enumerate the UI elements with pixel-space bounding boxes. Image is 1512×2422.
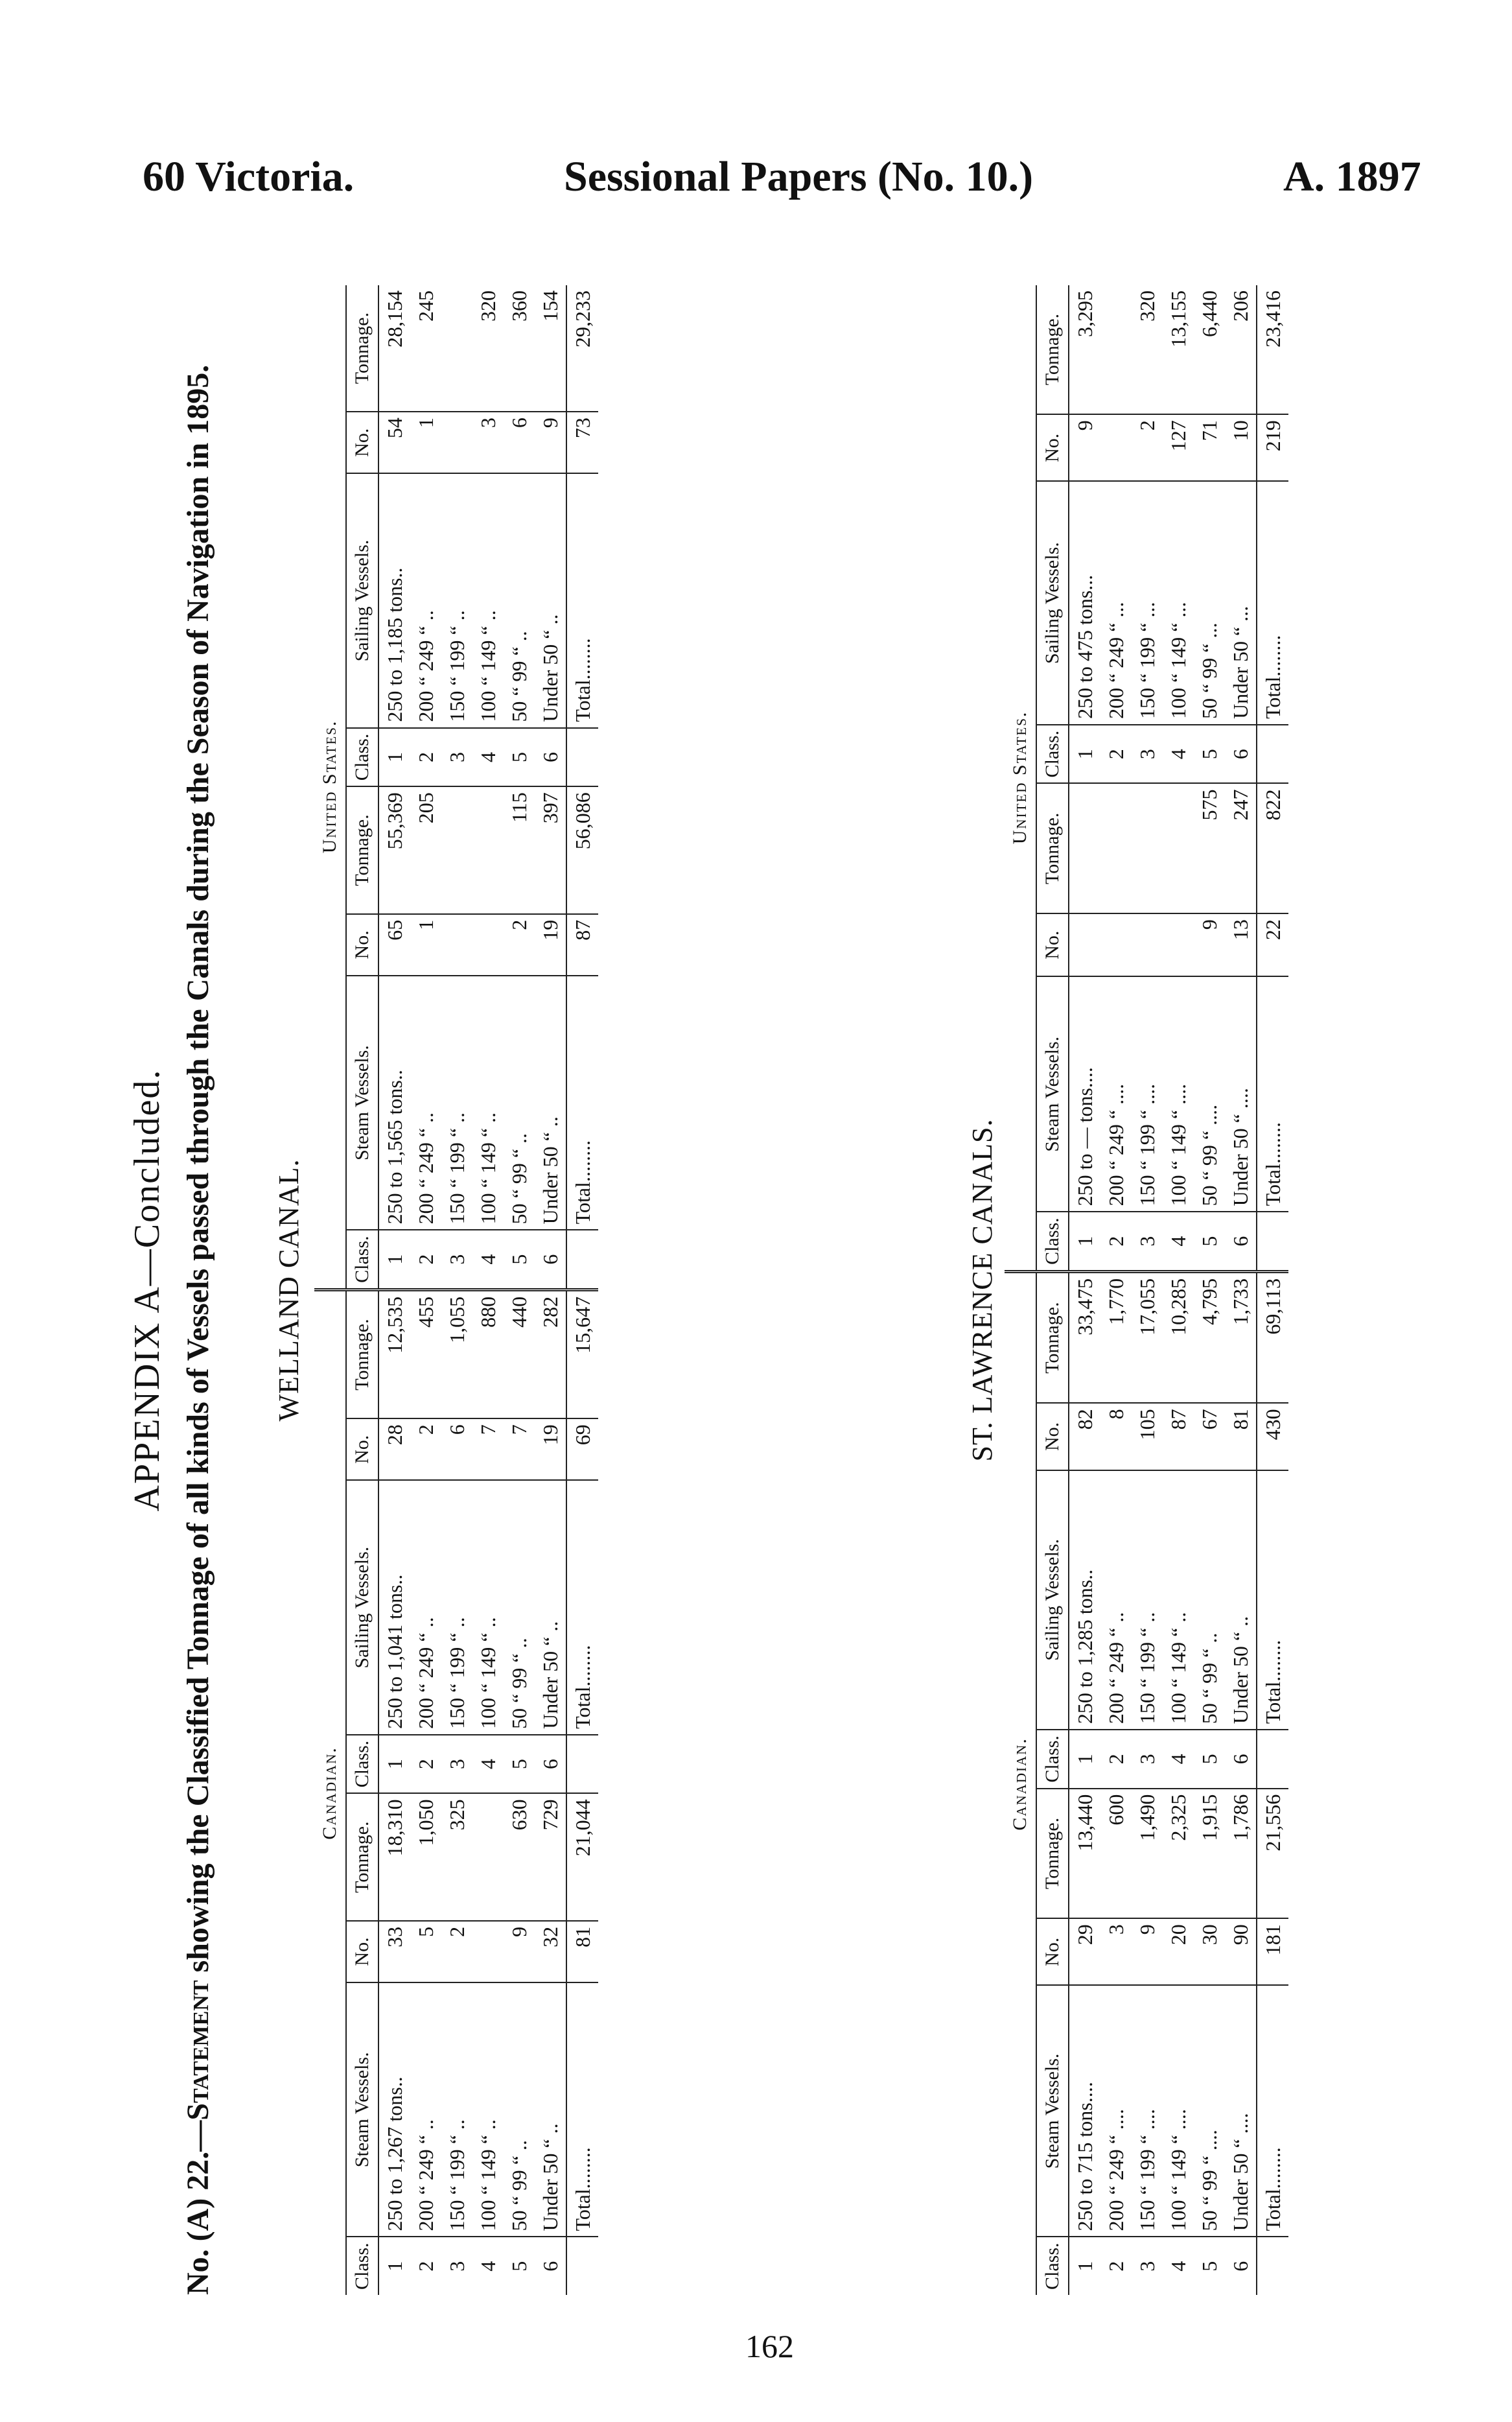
size-range-cell: 50 “ 99 “ ... — [1194, 481, 1225, 725]
class-cell: 2 — [1100, 725, 1132, 784]
size-range-cell: Under 50 “ .. — [535, 473, 566, 727]
size-range-cell: 200 “ 249 “ .... — [1100, 1985, 1132, 2237]
column-header-class: Class. — [346, 2237, 378, 2295]
vessel-count-cell: 20 — [1163, 1918, 1194, 1985]
column-header-tonnage: Tonnage. — [1036, 285, 1069, 414]
vessel-count-cell: 32 — [535, 1921, 566, 1982]
size-range-cell: 50 “ 99 “ .. — [504, 976, 535, 1230]
column-header-class: Class. — [1036, 2237, 1069, 2295]
size-range-cell: Under 50 “ .... — [1225, 976, 1257, 1212]
vessel-count-cell: 3 — [1100, 1918, 1132, 1985]
tonnage-cell: 729 — [535, 1793, 566, 1921]
tonnage-cell: 1,055 — [441, 1289, 472, 1418]
tonnage-cell: 2,325 — [1163, 1789, 1194, 1919]
total-label: Total........ — [1257, 1470, 1288, 1730]
table-row — [1069, 285, 1100, 2295]
size-range-cell: 50 “ 99 “ .... — [1194, 976, 1225, 1212]
total-label: Total........ — [566, 473, 598, 727]
tonnage-cell: 17,055 — [1132, 1271, 1163, 1403]
vessel-count-cell: 9 — [535, 412, 566, 473]
class-cell: 3 — [441, 1230, 472, 1289]
tonnage-cell: 455 — [410, 1289, 441, 1418]
vessel-count-cell: 28 — [378, 1418, 410, 1480]
total-tonnage-cell: 21,044 — [566, 1793, 598, 1921]
tonnage-cell: 18,310 — [378, 1793, 410, 1921]
column-header-tonnage: Tonnage. — [346, 786, 378, 914]
size-range-cell: 100 “ 149 “ .. — [472, 473, 504, 727]
group-header-canadian: Canadian. — [1005, 1271, 1036, 2295]
tonnage-cell — [472, 786, 504, 914]
tonnage-cell: 1,770 — [1100, 1271, 1132, 1403]
column-header-tonnage: Tonnage. — [1036, 1789, 1069, 1919]
caption-statement-word: Statement — [181, 1980, 215, 2121]
tonnage-cell: 325 — [441, 1793, 472, 1921]
tonnage-cell — [1163, 783, 1194, 913]
size-range-cell: 100 “ 149 “ .. — [472, 1480, 504, 1734]
column-header-tonnage: Tonnage. — [346, 285, 378, 412]
vessel-count-cell: 3 — [472, 412, 504, 473]
vessel-count-cell: 87 — [1163, 1403, 1194, 1470]
vessel-count-cell: 9 — [1132, 1918, 1163, 1985]
size-range-cell: 50 “ 99 “ .. — [504, 1480, 535, 1734]
total-row — [566, 285, 598, 2295]
tonnage-cell — [1069, 783, 1100, 913]
class-cell: 6 — [1225, 725, 1257, 784]
total-tonnage-cell: 23,416 — [1257, 285, 1288, 414]
column-header-no: No. — [1036, 414, 1069, 481]
tonnage-cell: 1,786 — [1225, 1789, 1257, 1919]
total-row — [1257, 285, 1288, 2295]
vessel-count-cell: 82 — [1069, 1403, 1100, 1470]
vessel-count-cell — [441, 412, 472, 473]
vessel-count-cell: 6 — [504, 412, 535, 473]
class-cell: 1 — [1069, 2237, 1100, 2295]
size-range-cell: 150 “ 199 “ ... — [1132, 481, 1163, 725]
class-cell: 2 — [1100, 1212, 1132, 1271]
size-range-cell: 200 “ 249 “ ... — [1100, 481, 1132, 725]
tonnage-cell: 1,733 — [1225, 1271, 1257, 1403]
vessel-count-cell: 8 — [1100, 1403, 1132, 1470]
tonnage-cell: 12,535 — [378, 1289, 410, 1418]
table-row — [1163, 285, 1194, 2295]
total-count-cell: 430 — [1257, 1403, 1288, 1470]
column-header-no: No. — [1036, 1403, 1069, 1470]
total-tonnage-cell: 29,233 — [566, 285, 598, 412]
column-header-steam-vessels: Steam Vessels. — [346, 1982, 378, 2237]
total-count-cell: 181 — [1257, 1918, 1288, 1985]
class-cell: 4 — [472, 728, 504, 787]
column-header-tonnage: Tonnage. — [346, 1793, 378, 1921]
header-volume: 60 Victoria. — [143, 153, 355, 200]
size-range-cell: 200 “ 249 “ .... — [1100, 976, 1132, 1212]
caption-prefix: No. (A) 22.— — [181, 2120, 215, 2295]
size-range-cell: 250 to 715 tons.... — [1069, 1985, 1100, 2237]
tonnage-cell: 1,050 — [410, 1793, 441, 1921]
size-range-cell: 250 to 1,267 tons.. — [378, 1982, 410, 2237]
total-label: Total........ — [1257, 976, 1288, 1212]
total-label: Total........ — [566, 1982, 598, 2237]
class-cell-empty — [1257, 2237, 1288, 2295]
total-label: Total........ — [566, 976, 598, 1230]
size-range-cell: 50 “ 99 “ .. — [504, 473, 535, 727]
column-header-class: Class. — [346, 728, 378, 787]
tonnage-cell: 440 — [504, 1289, 535, 1418]
group-header-united-states: United States. — [314, 285, 346, 1289]
vessel-count-cell: 7 — [472, 1418, 504, 1480]
vessel-count-cell — [1163, 913, 1194, 976]
vessel-count-cell: 9 — [1069, 414, 1100, 481]
size-range-cell: Under 50 “ .. — [535, 1480, 566, 1734]
column-header-class: Class. — [346, 1735, 378, 1794]
size-range-cell: 200 “ 249 “ .. — [410, 1480, 441, 1734]
size-range-cell: 150 “ 199 “ .... — [1132, 976, 1163, 1212]
size-range-cell: 150 “ 199 “ .. — [441, 1480, 472, 1734]
class-cell: 5 — [504, 2237, 535, 2295]
tonnage-cell: 247 — [1225, 783, 1257, 913]
size-range-cell: 250 to 1,285 tons.. — [1069, 1470, 1100, 1730]
tonnage-cell: 360 — [507, 290, 531, 322]
vessel-count-cell — [1069, 913, 1100, 976]
caption-text: showing the Classified Tonnage of all kinds of Vessels passed through the Canals during the Season of Navigation in 1895. — [181, 364, 215, 1981]
class-cell: 2 — [410, 1735, 441, 1794]
class-cell: 5 — [504, 1735, 535, 1794]
vessel-count-cell — [441, 914, 472, 976]
appendix-title: APPENDIX A—Concluded. — [127, 1068, 167, 1512]
size-range-cell: 50 “ 99 “ .. — [504, 1982, 535, 2237]
vessel-count-cell: 1 — [410, 412, 441, 473]
class-cell: 2 — [410, 1230, 441, 1289]
size-range-cell: 250 to 1,185 tons.. — [378, 473, 410, 727]
size-range-cell: 100 “ 149 “ ... — [1163, 481, 1194, 725]
vessel-count-cell: 9 — [1194, 913, 1225, 976]
tonnage-cell: 115 — [504, 786, 535, 914]
size-range-cell: 250 to 1,565 tons.. — [378, 976, 410, 1230]
vessel-count-cell — [1132, 913, 1163, 976]
table-row — [1225, 285, 1257, 2295]
total-tonnage-cell: 15,647 — [566, 1289, 598, 1418]
table-row — [535, 285, 566, 2295]
group-header-canadian: Canadian. — [314, 1289, 346, 2295]
tonnage-cell: 13,155 — [1167, 290, 1190, 347]
tonnage-cell: 320 — [1135, 290, 1159, 322]
size-range-cell: Under 50 “ .... — [1225, 1985, 1257, 2237]
class-cell: 6 — [535, 728, 566, 787]
vessel-count-cell: 19 — [535, 914, 566, 976]
class-cell: 2 — [410, 2237, 441, 2295]
class-cell: 6 — [1225, 2237, 1257, 2295]
size-range-cell: Under 50 “ .. — [535, 976, 566, 1230]
size-range-cell: 150 “ 199 “ .. — [441, 473, 472, 727]
statement-caption — [178, 285, 218, 2295]
class-cell: 1 — [378, 2237, 410, 2295]
total-label: Total........ — [1257, 1985, 1288, 2237]
vessel-count-cell: 105 — [1132, 1403, 1163, 1470]
vessel-count-cell: 30 — [1194, 1918, 1225, 1985]
vessel-count-cell: 2 — [441, 1921, 472, 1982]
total-tonnage-cell: 21,556 — [1257, 1789, 1288, 1919]
size-range-cell: 100 “ 149 “ .. — [472, 976, 504, 1230]
table-row — [410, 285, 441, 2295]
tonnage-cell — [1100, 783, 1132, 913]
size-range-cell: 100 “ 149 “ .. — [472, 1982, 504, 2237]
table-row — [441, 285, 472, 2295]
vessel-count-cell: 2 — [410, 1418, 441, 1480]
vessel-count-cell: 71 — [1194, 414, 1225, 481]
total-count-cell: 73 — [566, 412, 598, 473]
rotated-statement-panel — [117, 259, 1348, 2321]
class-cell: 4 — [472, 1735, 504, 1794]
vessel-count-cell: 19 — [535, 1418, 566, 1480]
column-header-tonnage: Tonnage. — [1036, 1271, 1069, 1403]
vessel-count-cell: 127 — [1163, 414, 1194, 481]
size-range-cell: 50 “ 99 “ .. — [1194, 1470, 1225, 1730]
column-header-no: No. — [1036, 1918, 1069, 1985]
tonnage-cell: 55,369 — [378, 786, 410, 914]
column-header-sailing-vessels: Sailing Vessels. — [1036, 1470, 1069, 1730]
vessel-count-cell: 1 — [410, 914, 441, 976]
class-cell: 1 — [1069, 1212, 1100, 1271]
tonnage-cell: 397 — [535, 786, 566, 914]
tonnage-cell: 4,795 — [1194, 1271, 1225, 1403]
class-cell: 4 — [472, 1230, 504, 1289]
tonnage-cell: 10,285 — [1163, 1271, 1194, 1403]
column-header-tonnage: Tonnage. — [346, 1289, 378, 1418]
class-cell-empty — [566, 1230, 598, 1289]
column-header-class: Class. — [1036, 1730, 1069, 1789]
tonnage-cell: 1,915 — [1194, 1789, 1225, 1919]
class-cell: 3 — [441, 728, 472, 787]
vessel-count-cell: 7 — [504, 1418, 535, 1480]
tonnage-cell — [441, 786, 472, 914]
vessel-count-cell: 33 — [378, 1921, 410, 1982]
class-cell: 1 — [1069, 725, 1100, 784]
tonnage-cell — [1100, 285, 1132, 414]
total-tonnage-cell: 822 — [1257, 783, 1288, 913]
column-header-steam-vessels: Steam Vessels. — [1036, 976, 1069, 1212]
size-range-cell: 100 “ 149 “ .. — [1163, 1470, 1194, 1730]
class-cell: 3 — [441, 2237, 472, 2295]
size-range-cell: 100 “ 149 “ .... — [1163, 1985, 1194, 2237]
column-header-no: No. — [346, 1418, 378, 1480]
tonnage-cell: 245 — [414, 290, 437, 322]
column-header-class: Class. — [1036, 1212, 1069, 1271]
column-header-tonnage: Tonnage. — [1036, 783, 1069, 913]
total-label: Total........ — [566, 1480, 598, 1734]
tonnage-cell: 880 — [472, 1289, 504, 1418]
class-cell: 5 — [504, 728, 535, 787]
tonnage-cell: 320 — [476, 290, 500, 322]
size-range-cell: 200 “ 249 “ .. — [410, 976, 441, 1230]
total-count-cell: 219 — [1257, 414, 1288, 481]
class-cell: 2 — [410, 728, 441, 787]
vessel-count-cell: 29 — [1069, 1918, 1100, 1985]
tonnage-cell: 154 — [539, 290, 562, 322]
vessel-count-cell: 54 — [378, 412, 410, 473]
size-range-cell: 200 “ 249 “ .. — [410, 473, 441, 727]
vessel-count-cell — [1100, 913, 1132, 976]
total-count-cell: 22 — [1257, 913, 1288, 976]
class-cell: 4 — [1163, 1212, 1194, 1271]
table-row — [472, 285, 504, 2295]
page-number: 162 — [745, 2328, 794, 2364]
class-cell: 5 — [1194, 725, 1225, 784]
vessel-count-cell: 5 — [410, 1921, 441, 1982]
class-cell: 2 — [1100, 1730, 1132, 1789]
class-cell-empty — [1257, 1730, 1288, 1789]
header-year: A. 1897 — [1283, 153, 1421, 200]
column-header-sailing-vessels: Sailing Vessels. — [346, 1480, 378, 1734]
vessel-count-cell: 65 — [378, 914, 410, 976]
size-range-cell: 200 “ 249 “ .. — [410, 1982, 441, 2237]
class-cell: 1 — [1069, 1730, 1100, 1789]
welland-canal-title: WELLAND CANAL. — [273, 1158, 305, 1422]
class-cell: 6 — [535, 1230, 566, 1289]
st-lawrence-table — [1005, 285, 1288, 2295]
size-range-cell: 150 “ 199 “ .. — [441, 1982, 472, 2237]
column-header-sailing-vessels: Sailing Vessels. — [1036, 481, 1069, 725]
tonnage-cell: 28,154 — [383, 290, 406, 347]
class-cell: 3 — [1132, 1212, 1163, 1271]
vessel-count-cell: 10 — [1225, 414, 1257, 481]
size-range-cell: 250 to 475 tons... — [1069, 481, 1100, 725]
class-cell-empty — [566, 728, 598, 787]
vessel-count-cell: 6 — [441, 1418, 472, 1480]
class-cell: 5 — [504, 1230, 535, 1289]
tonnage-cell — [1132, 783, 1163, 913]
size-range-cell: Under 50 “ ... — [1225, 481, 1257, 725]
class-cell: 3 — [441, 1735, 472, 1794]
tonnage-cell: 1,490 — [1132, 1789, 1163, 1919]
column-header-sailing-vessels: Sailing Vessels. — [346, 473, 378, 727]
welland-table — [314, 285, 598, 2295]
total-count-cell: 87 — [566, 914, 598, 976]
size-range-cell: Under 50 “ .. — [535, 1982, 566, 2237]
vessel-count-cell: 13 — [1225, 913, 1257, 976]
st-lawrence-canals-title: ST. LAWRENCE CANALS. — [966, 1118, 998, 1462]
class-cell: 5 — [1194, 1730, 1225, 1789]
size-range-cell: 250 to 1,041 tons.. — [378, 1480, 410, 1734]
class-cell: 5 — [1194, 2237, 1225, 2295]
tonnage-cell: 282 — [535, 1289, 566, 1418]
column-header-steam-vessels: Steam Vessels. — [346, 976, 378, 1230]
group-header-united-states: United States. — [1005, 285, 1036, 1271]
tonnage-cell — [441, 285, 472, 412]
column-header-no: No. — [346, 914, 378, 976]
vessel-count-cell: 90 — [1225, 1918, 1257, 1985]
class-cell: 4 — [1163, 2237, 1194, 2295]
class-cell: 2 — [1100, 2237, 1132, 2295]
column-header-no: No. — [346, 1921, 378, 1982]
tonnage-cell: 575 — [1194, 783, 1225, 913]
size-range-cell: 200 “ 249 “ .. — [1100, 1470, 1132, 1730]
column-header-class: Class. — [346, 1230, 378, 1289]
table-row — [504, 285, 535, 2295]
class-cell: 4 — [1163, 725, 1194, 784]
class-cell: 4 — [1163, 1730, 1194, 1789]
header-sessional-papers: Sessional Papers (No. 10.) — [564, 153, 1034, 200]
total-count-cell: 69 — [566, 1418, 598, 1480]
class-cell-empty — [1257, 1212, 1288, 1271]
total-count-cell: 81 — [566, 1921, 598, 1982]
class-cell-empty — [566, 1735, 598, 1794]
size-range-cell: 100 “ 149 “ .... — [1163, 976, 1194, 1212]
class-cell: 3 — [1132, 2237, 1163, 2295]
class-cell: 1 — [378, 728, 410, 787]
size-range-cell: 150 “ 199 “ .. — [441, 976, 472, 1230]
class-cell: 5 — [1194, 1212, 1225, 1271]
vessel-count-cell: 2 — [1132, 414, 1163, 481]
class-cell: 6 — [535, 2237, 566, 2295]
tonnage-cell: 600 — [1100, 1789, 1132, 1919]
vessel-count-cell — [472, 914, 504, 976]
vessel-count-cell — [1100, 414, 1132, 481]
table-row — [1132, 285, 1163, 2295]
vessel-count-cell — [472, 1921, 504, 1982]
class-cell: 3 — [1132, 725, 1163, 784]
class-cell: 6 — [1225, 1730, 1257, 1789]
class-cell: 4 — [472, 2237, 504, 2295]
size-range-cell: 250 to — tons.... — [1069, 976, 1100, 1212]
class-cell-empty — [566, 2237, 598, 2295]
class-cell: 3 — [1132, 1730, 1163, 1789]
total-tonnage-cell: 56,086 — [566, 786, 598, 914]
tonnage-cell: 630 — [504, 1793, 535, 1921]
tonnage-cell: 33,475 — [1069, 1271, 1100, 1403]
class-cell: 6 — [1225, 1212, 1257, 1271]
class-cell: 1 — [378, 1735, 410, 1794]
column-header-class: Class. — [1036, 725, 1069, 784]
table-row — [1100, 285, 1132, 2295]
total-label: Total........ — [1257, 481, 1288, 725]
tonnage-cell: 13,440 — [1069, 1789, 1100, 1919]
vessel-count-cell: 9 — [504, 1921, 535, 1982]
table-row — [378, 285, 410, 2295]
tonnage-cell: 3,295 — [1073, 290, 1097, 337]
tonnage-cell: 6,440 — [1198, 290, 1221, 337]
size-range-cell: 150 “ 199 “ .... — [1132, 1985, 1163, 2237]
vessel-count-cell: 81 — [1225, 1403, 1257, 1470]
vessel-count-cell: 2 — [504, 914, 535, 976]
size-range-cell: 50 “ 99 “ .... — [1194, 1985, 1225, 2237]
tonnage-cell — [472, 1793, 504, 1921]
column-header-no: No. — [346, 412, 378, 473]
size-range-cell: Under 50 “ .. — [1225, 1470, 1257, 1730]
column-header-steam-vessels: Steam Vessels. — [1036, 1985, 1069, 2237]
table-row — [1194, 285, 1225, 2295]
size-range-cell: 150 “ 199 “ .. — [1132, 1470, 1163, 1730]
column-header-no: No. — [1036, 913, 1069, 976]
total-tonnage-cell: 69,113 — [1257, 1271, 1288, 1403]
vessel-count-cell: 67 — [1194, 1403, 1225, 1470]
class-cell: 6 — [535, 1735, 566, 1794]
tonnage-cell: 205 — [410, 786, 441, 914]
class-cell-empty — [1257, 725, 1288, 784]
class-cell: 1 — [378, 1230, 410, 1289]
tonnage-cell: 206 — [1229, 290, 1252, 322]
